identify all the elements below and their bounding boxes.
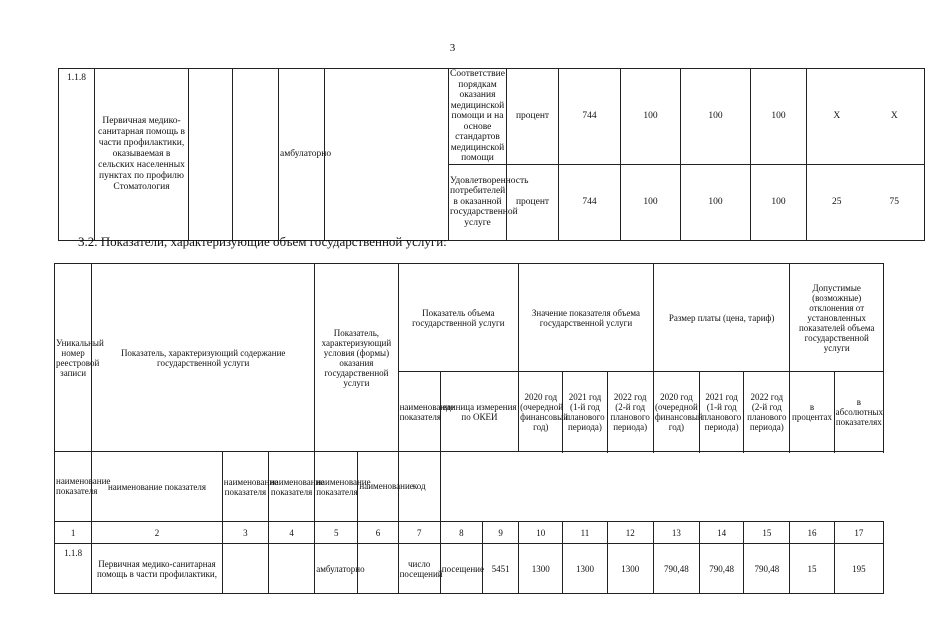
deviation-cell [807,164,925,240]
row-code: 1.1.8 [55,544,92,594]
value-2020: 100 [621,164,681,240]
column-number: 13 [653,522,699,544]
deviation-abs: 75 [889,196,899,207]
column-number: 12 [607,522,653,544]
page-number: 3 [449,42,456,54]
fee-2020-header: 2020 год (очередной финансовый год) [653,372,699,452]
value-2022: 100 [751,164,807,240]
unit-okei-header: единица измерения по ОКЕИ [440,372,518,452]
deviation-percent: 15 [790,544,834,594]
column-number: 15 [744,522,790,544]
table-row [55,544,884,594]
content-indicator-name-header: наименование показателя [55,452,92,522]
unit-cell: процент [507,69,559,165]
condition-cell: амбулаторно [279,69,325,241]
column-number: 6 [358,522,398,544]
value-header: Значение показателя объема государственной услуги [519,264,654,372]
empty-cell [268,544,314,594]
unit-code: 5451 [482,544,518,594]
deviation-percent: 25 [832,196,842,207]
empty-cell [233,69,279,241]
column-number: 16 [790,522,834,544]
column-numbers-row [55,522,884,544]
unit-name-header: наименование [358,452,398,522]
column-number: 2 [92,522,223,544]
fee-2022: 790,48 [744,544,790,594]
empty-cell [325,69,449,241]
value-2020: 100 [621,69,681,165]
year-2020-header: 2020 год (очередной финансовый год) [519,372,563,452]
fee-2021: 790,48 [700,544,744,594]
unique-number-header: Уникальный номер реестровой записи [55,264,92,452]
column-number: 11 [563,522,607,544]
abs-header: в абсолютных показателях [834,372,883,452]
column-number: 3 [222,522,268,544]
value-2021: 1300 [563,544,607,594]
deviation-percent: X [833,111,841,121]
deviation-cell [807,69,925,165]
percent-header: в процентах [790,372,834,452]
content-indicator-name-header-c: наименование показателя [222,452,268,522]
empty-cell [222,544,268,594]
quality-indicators-table [58,68,925,241]
unit-code-header: код [398,452,440,522]
column-number: 1 [55,522,92,544]
column-number: 17 [834,522,883,544]
unit-name: посещение [440,544,482,594]
deviation-abs: 195 [834,544,883,594]
volume-name: число посещений [398,544,440,594]
column-number: 8 [440,522,482,544]
row-code: 1.1.8 [59,69,95,241]
empty-cell [189,69,233,241]
value-2021: 100 [681,164,751,240]
column-number: 4 [268,522,314,544]
fee-2021-header: 2021 год (1-й год планового периода) [700,372,744,452]
okei-cell: 744 [559,164,621,240]
volume-name-header: наименование показателя [398,372,440,452]
indicator-name: Удовлетворенность потребителей в оказанной государственной услуге [449,164,507,240]
column-number: 5 [315,522,358,544]
value-2022: 1300 [607,544,653,594]
content-header: Показатель, характеризующий содержание государственной услуги [92,264,315,452]
okei-cell: 744 [559,69,621,165]
condition-indicator-name-header: наименование показателя [268,452,314,522]
column-number: 7 [398,522,440,544]
content-indicator-name-header-b: наименование показателя [92,452,223,522]
year-2022-header: 2022 год (2-й год планового периода) [607,372,653,452]
section-heading: 3.2. Показатели, характеризующие объем государственной услуги: [78,234,447,249]
value-2022: 100 [751,69,807,165]
volume-header: Показатель объема государственной услуги [398,264,519,372]
fee-2022-header: 2022 год (2-й год планового периода) [744,372,790,452]
indicator-name: Соответствие порядкам оказания медицинской помощи и на основе стандартов медицинской помощи [450,69,505,163]
condition-cell: амбулаторно [315,544,358,594]
conditions-header: Показатель, характеризующий условия (формы) оказания государственной услуги [315,264,398,452]
service-name: Первичная медико-санитарная помощь в части профилактики, оказываемая в сельских населенных пунктах по профилю Стоматология [95,69,189,241]
value-2020: 1300 [519,544,563,594]
unit-cell: процент [507,164,559,240]
volume-indicators-table [54,263,884,594]
year-2021-header: 2021 год (1-й год планового периода) [563,372,607,452]
column-number: 10 [519,522,563,544]
fee-2020: 790,48 [653,544,699,594]
deviation-header: Допустимые (возможные) отклонения от установленных показателей объема государственной услуги [790,264,884,372]
column-number: 14 [700,522,744,544]
fee-header: Размер платы (цена, тариф) [653,264,790,372]
service-name: Первичная медико-санитарная помощь в части профилактики, [92,544,223,594]
condition-indicator-name-header-b: наименование показателя [315,452,358,522]
value-2021: 100 [681,69,751,165]
column-number: 9 [482,522,518,544]
deviation-abs: X [890,111,898,121]
